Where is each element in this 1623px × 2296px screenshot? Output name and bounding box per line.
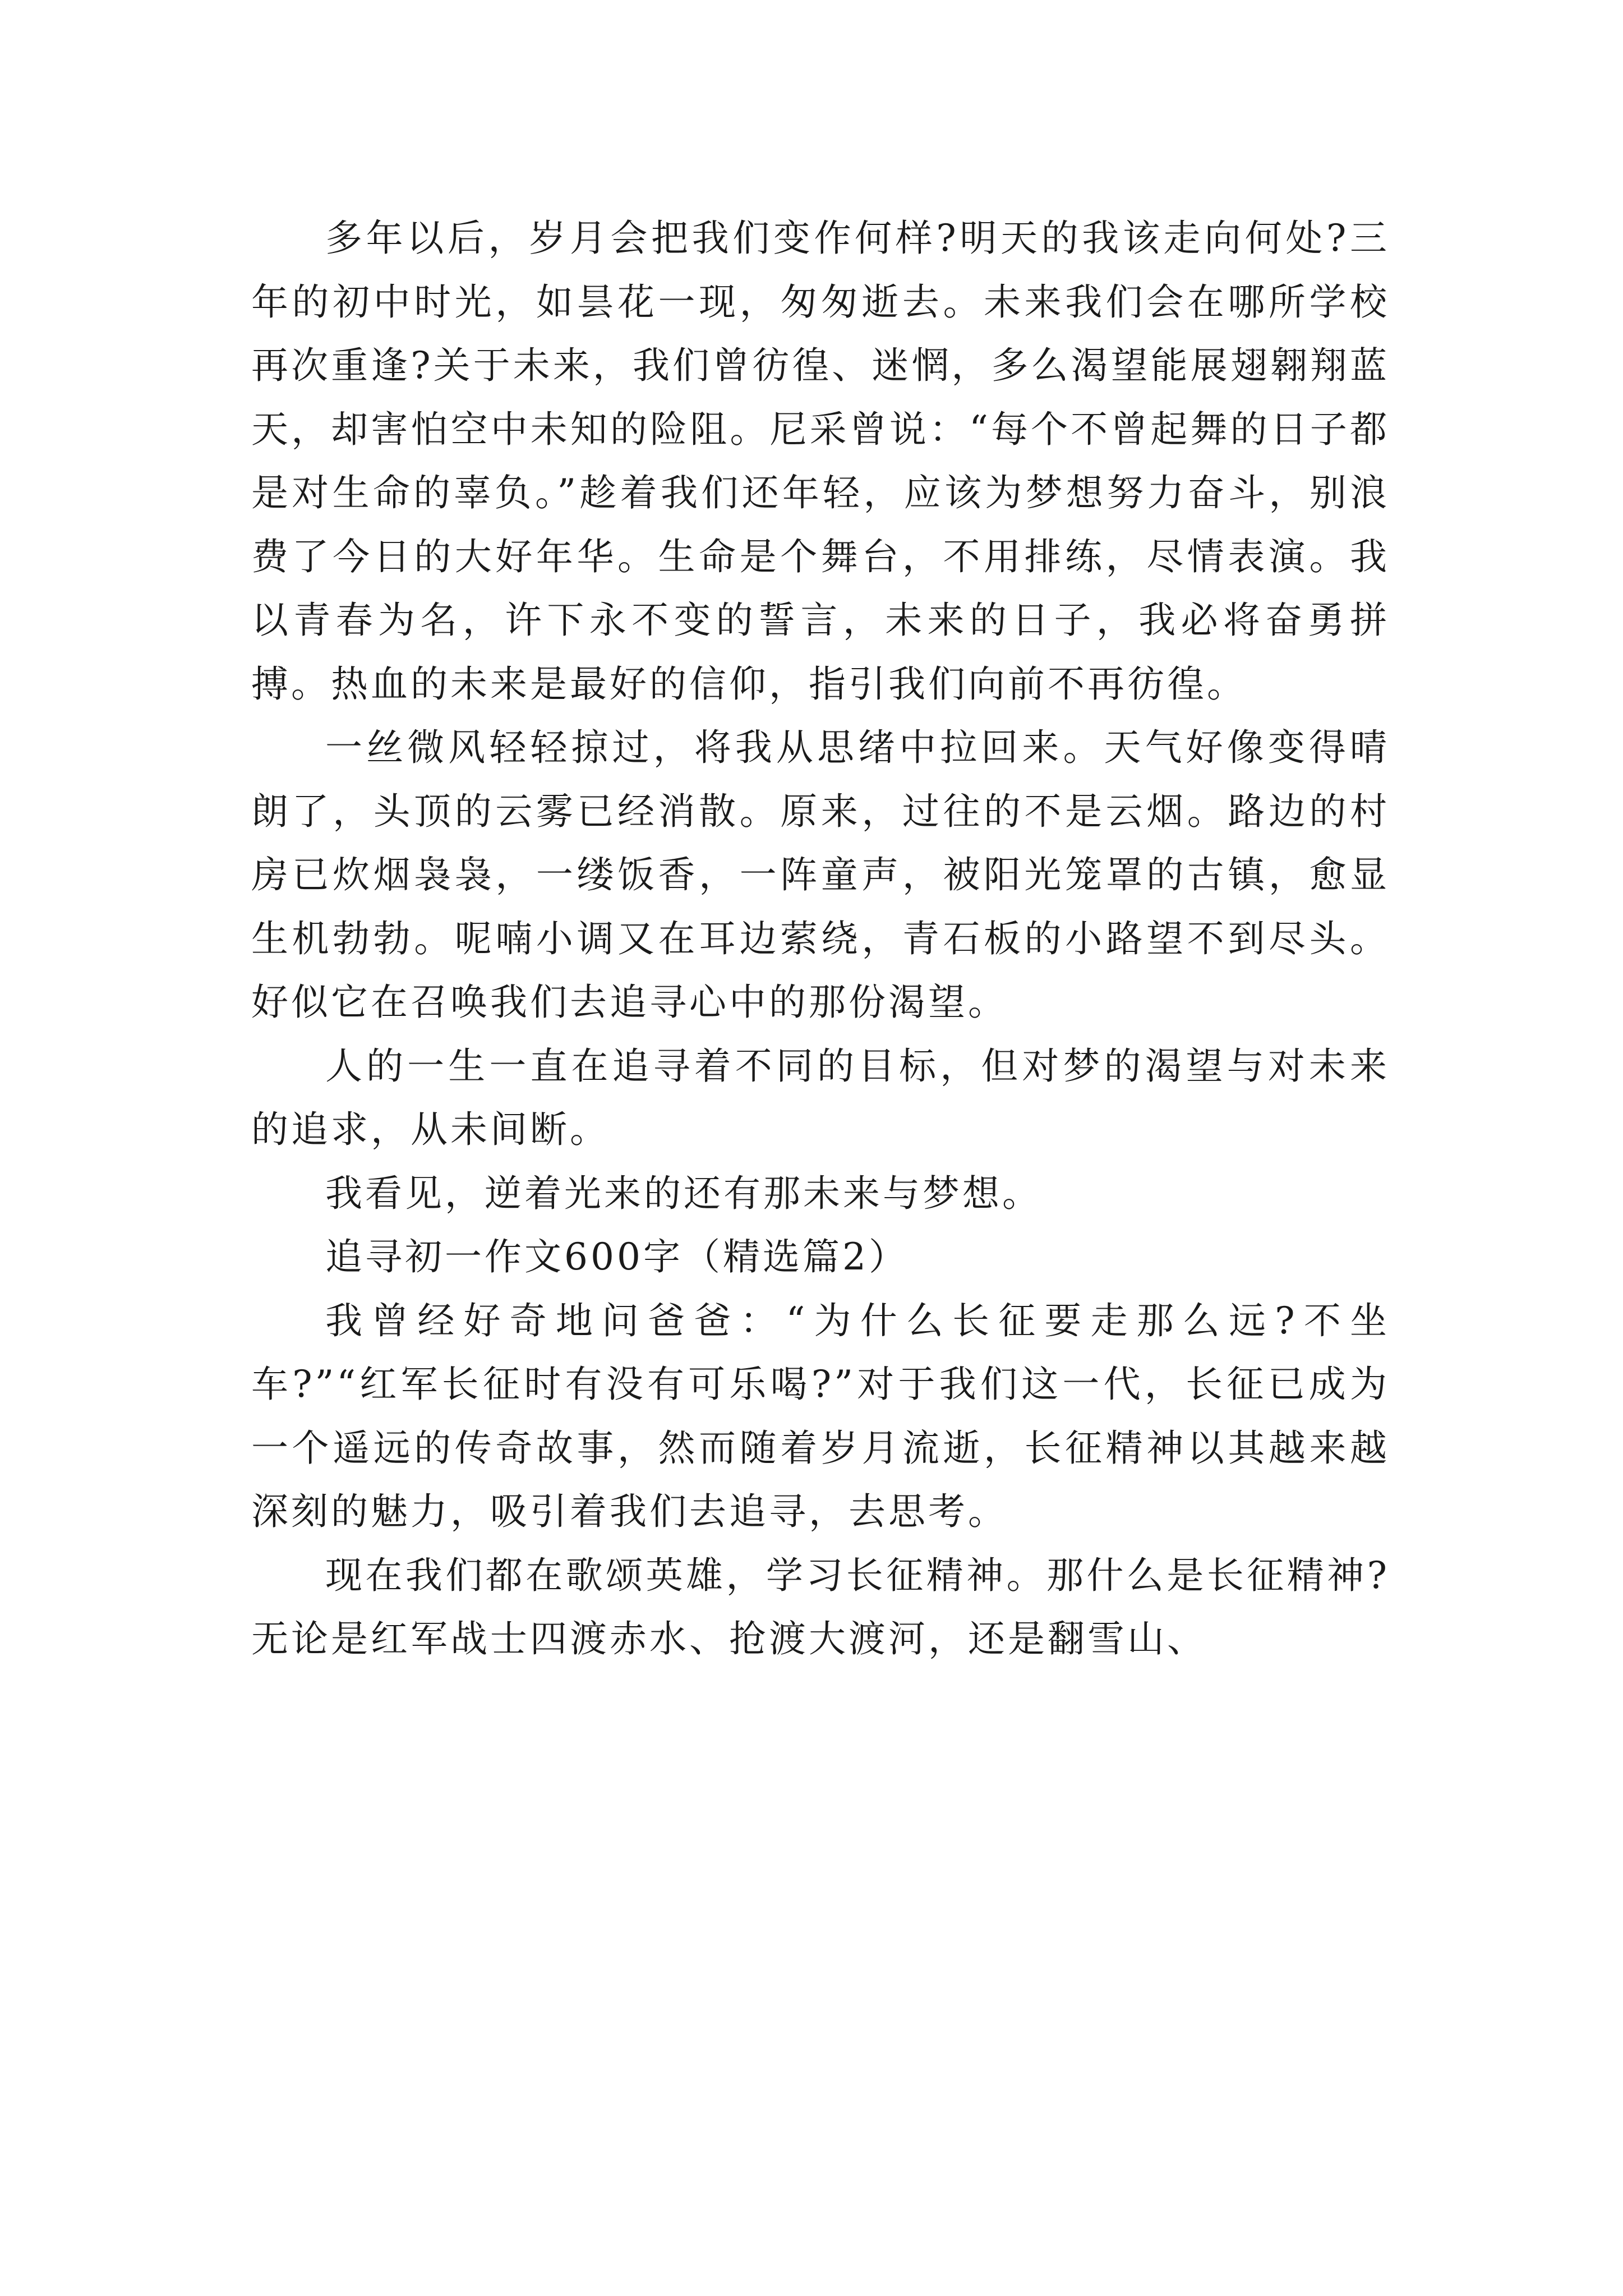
paragraph-5: 我曾经好奇地问爸爸：“为什么长征要走那么远?不坐车?”“红军长征时有没有可乐喝?”对于我们这一代，长征已成为一个遥远的传奇故事，然而随着岁月流逝，长征精神以其越来越深刻的魅力，吸引着我们去追寻，去思考。 <box>251 1299 1390 1533</box>
section-heading: 追寻初一作文600字（精选篇2） <box>325 1235 909 1278</box>
paragraph-1: 多年以后，岁月会把我们变作何样?明天的我该走向何处?三年的初中时光，如昙花一现，匆匆逝去。未来我们会在哪所学校再次重逢?关于未来，我们曾彷徨、迷惘，多么渴望能展翅翱翔蓝天，却害怕空中未知的险阻。尼采曾说：“每个不曾起舞的日子都是对生命的辜负。”趁着我们还年轻，应该为梦想努力奋斗，别浪费了今日的大好年华。生命是个舞台，不用排练，尽情表演。我以青春为名，许下永不变的誓言，未来的日子，我必将奋勇拼搏。热血的未来是最好的信仰，指引我们向前不再彷徨。 <box>251 217 1390 706</box>
document-body <box>251 206 1390 1671</box>
paragraph-4: 我看见，逆着光来的还有那未来与梦想。 <box>325 1171 1042 1215</box>
paragraph-6: 现在我们都在歌颂英雄，学习长征精神。那什么是长征精神?无论是红军战士四渡赤水、抢渡大渡河，还是翻雪山、 <box>251 1553 1390 1660</box>
paragraph-2: 一丝微风轻轻掠过，将我从思绪中拉回来。天气好像变得晴朗了，头顶的云雾已经消散。原来，过往的不是云烟。路边的村房已炊烟袅袅，一缕饭香，一阵童声，被阳光笼罩的古镇，愈显生机勃勃。呢喃小调又在耳边萦绕，青石板的小路望不到尽头。好似它在召唤我们去追寻心中的那份渴望。 <box>251 726 1390 1024</box>
paragraph-3: 人的一生一直在追寻着不同的目标，但对梦的渴望与对未来的追求，从未间断。 <box>251 1044 1390 1151</box>
